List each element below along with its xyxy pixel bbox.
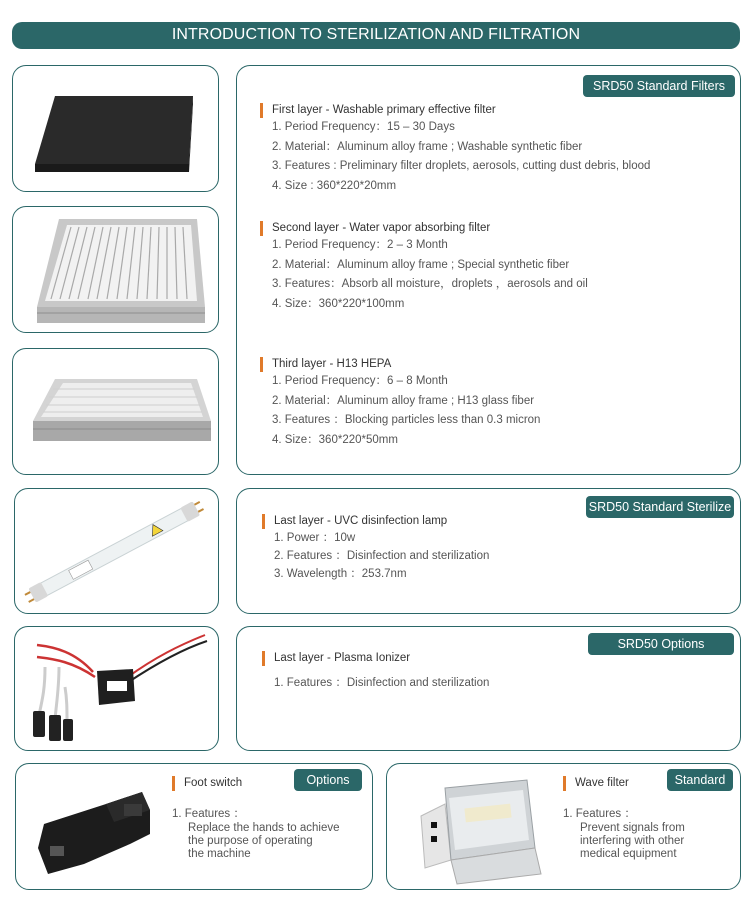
filter-layer-second [260, 220, 588, 314]
foot-switch-feature-label: 1. Features ： [172, 808, 245, 820]
wave-filter-desc-1: Prevent signals from [580, 822, 685, 834]
bullet-bar [260, 221, 263, 236]
foot-switch-desc-1: Replace the hands to achieve [188, 822, 340, 834]
layer-title: Last layer - Plasma Ionizer [274, 652, 411, 664]
bullet-bar [262, 514, 265, 529]
layer-detail: 3. Features : Preliminary filter droplets, aerosols, cutting dust debris, blood [272, 160, 651, 172]
layer-detail: 1. Features ：Disinfection and sterilization [274, 677, 490, 689]
header-banner [12, 22, 740, 49]
filter-layer-first [260, 102, 650, 196]
options-tag: SRD50 Options [588, 633, 734, 655]
foot-switch-desc-2: the purpose of operating [188, 835, 313, 847]
wave-filter-standard-tag: Standard [667, 769, 733, 791]
plasma-ionizer-image-box [14, 626, 219, 751]
layer-detail: 3. Features ：Blocking particles less than 0.3 micron [272, 414, 541, 426]
wave-filter-title: Wave filter [575, 777, 629, 789]
water-vapor-filter-image-box [12, 206, 219, 333]
uvc-lamp-section [262, 513, 489, 583]
foot-switch-image [24, 764, 174, 888]
layer-detail: 2. Material：Aluminum alloy frame ; Special synthetic fiber [272, 258, 570, 271]
page-title: INTRODUCTION TO STERILIZATION AND FILTRATION [171, 26, 581, 43]
foot-switch-title-row [172, 775, 242, 791]
wave-filter-desc-2: interfering with other [580, 835, 685, 847]
bullet-bar [563, 776, 566, 791]
uvc-lamp-image [15, 489, 217, 611]
filter-layer-third [260, 356, 540, 450]
bullet-bar [262, 651, 265, 666]
layer-title: Second layer - Water vapor absorbing filter [272, 222, 491, 234]
layer-detail: 1. Period Frequency：2 – 3 Month [272, 239, 448, 251]
layer-detail: 2. Material：Aluminum alloy frame ; H13 glass fiber [272, 394, 535, 407]
wave-filter-desc-3: medical equipment [580, 848, 677, 860]
hepa-filter-image-box [12, 348, 219, 475]
wave-filter-title-row [563, 775, 629, 791]
bullet-bar [260, 103, 263, 118]
bullet-bar [260, 357, 263, 372]
layer-detail: 4. Size：360*220*50mm [272, 433, 398, 446]
wave-filter-image [405, 764, 555, 888]
layer-detail: 4. Size : 360*220*20mm [272, 179, 397, 192]
layer-detail: 3. Wavelength ：253.7nm [274, 568, 407, 580]
layer-title: Last layer - UVC disinfection lamp [274, 515, 448, 527]
layer-detail: 1. Period Frequency：15 – 30 Days [272, 121, 455, 133]
bullet-bar [172, 776, 175, 791]
plasma-ionizer-section [262, 650, 489, 694]
hepa-filter-image [13, 349, 217, 473]
layer-title: First layer - Washable primary effective filter [272, 104, 496, 116]
plasma-ionizer-image [15, 627, 217, 749]
layer-detail: 1. Power ：10w [274, 532, 356, 544]
foot-switch-desc-3: the machine [188, 848, 251, 860]
layer-detail: 3. Features：Absorb all moisture，droplets ，aerosols and oil [272, 278, 588, 290]
water-vapor-filter-image [13, 207, 217, 331]
standard-filters-tag: SRD50 Standard Filters [583, 75, 735, 97]
layer-title: Third layer - H13 HEPA [272, 358, 392, 370]
uvc-lamp-image-box [14, 488, 219, 614]
foot-switch-title: Foot switch [184, 777, 243, 789]
layer-detail: 2. Features ：Disinfection and sterilization [274, 550, 490, 562]
primary-filter-image [13, 66, 217, 190]
primary-filter-image-box [12, 65, 219, 192]
standard-sterilize-tag: SRD50 Standard Sterilize [586, 496, 734, 518]
wave-filter-feature-label: 1. Features ： [563, 808, 636, 820]
layer-detail: 1. Period Frequency：6 – 8 Month [272, 375, 448, 387]
layer-detail: 4. Size：360*220*100mm [272, 297, 405, 310]
foot-switch-options-tag: Options [294, 769, 362, 791]
layer-detail: 2. Material：Aluminum alloy frame ; Washable synthetic fiber [272, 140, 583, 153]
